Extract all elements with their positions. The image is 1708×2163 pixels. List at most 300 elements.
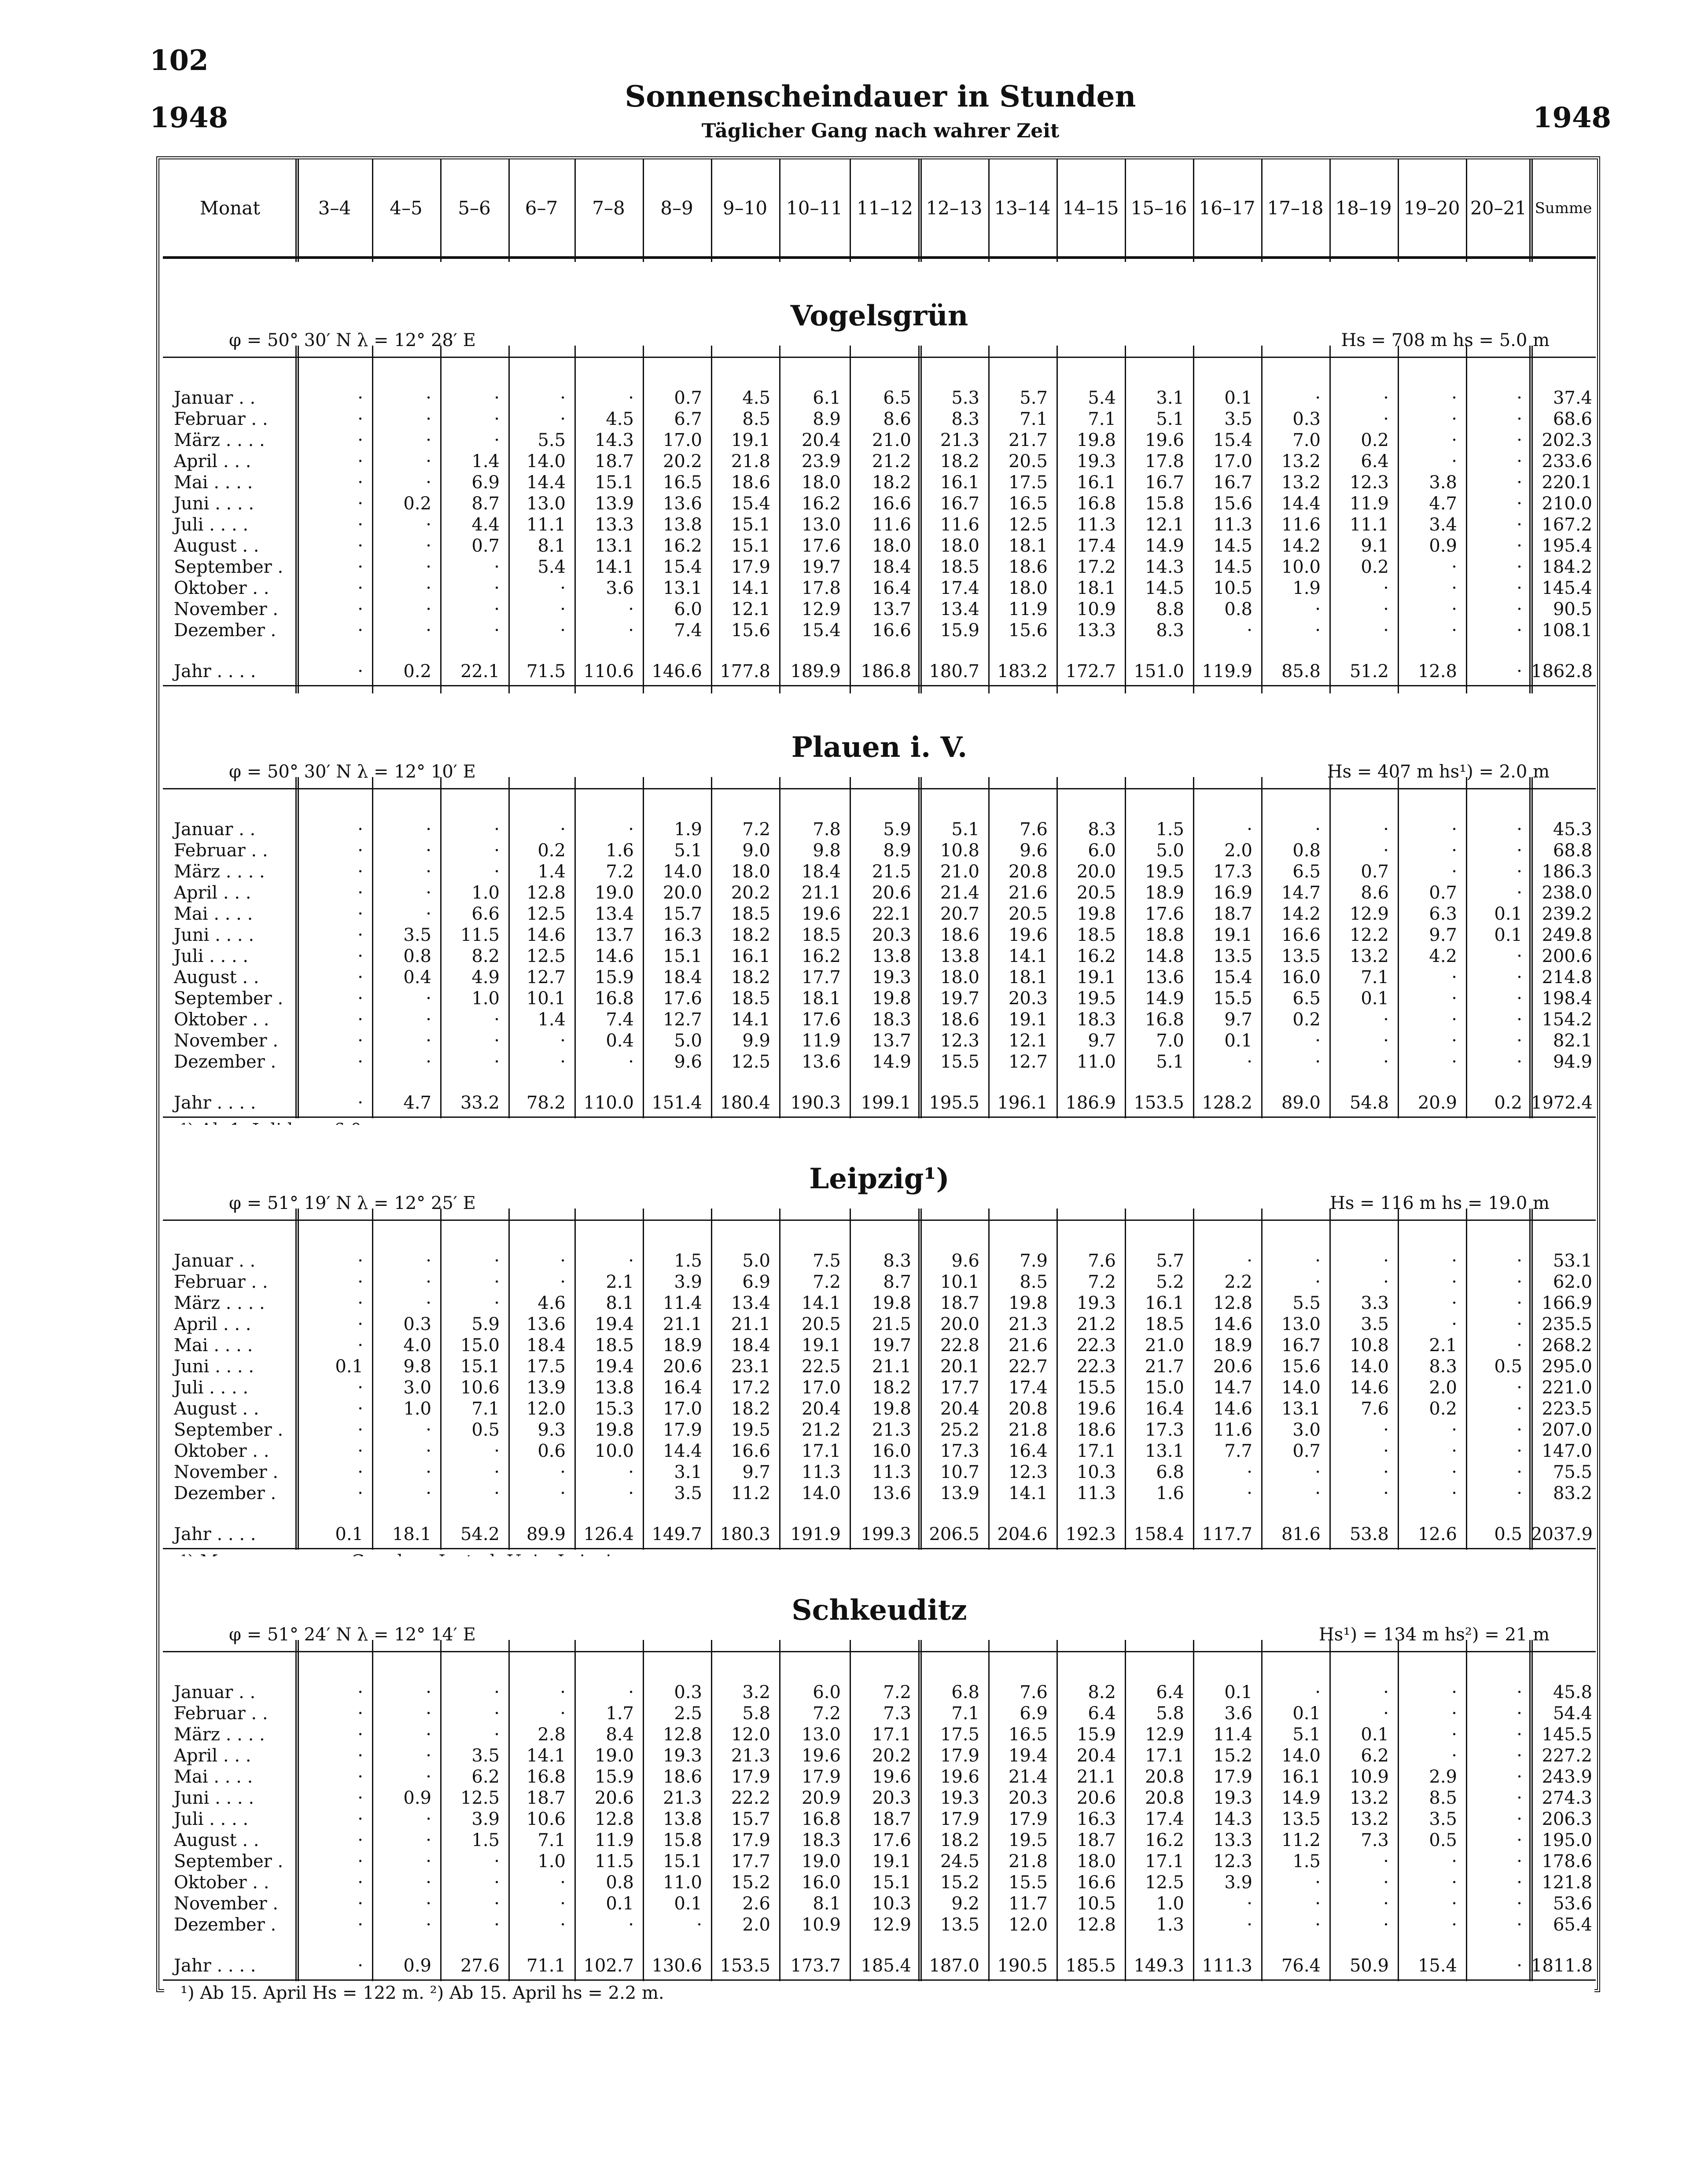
table-cell: 18.3 — [872, 1010, 911, 1030]
table-row — [163, 1766, 1596, 1787]
table-cell: · — [1451, 1894, 1457, 1914]
table-cell: 12.5 — [460, 1788, 500, 1808]
month-label: März . . . . — [174, 1293, 265, 1313]
annual-total-label: Jahr . . . . — [174, 1093, 256, 1113]
table-cell: 9.8 — [813, 840, 841, 861]
table-cell: 68.8 — [1553, 840, 1592, 861]
table-cell: · — [494, 430, 500, 450]
table-cell: 54.4 — [1553, 1703, 1592, 1724]
table-cell: 5.1 — [674, 840, 702, 861]
table-cell: 12.0 — [1008, 1915, 1048, 1935]
table-cell: 19.1 — [1076, 967, 1116, 988]
table-cell: 19.1 — [731, 430, 770, 450]
table-cell: 173.7 — [790, 1956, 841, 1976]
table-cell: 19.7 — [940, 988, 979, 1009]
table-cell: 249.8 — [1542, 925, 1592, 945]
table-cell: 6.1 — [813, 388, 841, 408]
table-cell: 17.9 — [940, 1746, 979, 1766]
table-cell: 16.8 — [801, 1809, 841, 1829]
table-cell: · — [426, 1420, 431, 1440]
month-label: Dezember . — [174, 1052, 276, 1072]
table-cell: 19.4 — [594, 1314, 634, 1334]
table-cell: 11.6 — [872, 515, 911, 535]
table-cell: 19.5 — [1008, 1830, 1048, 1850]
table-cell: · — [494, 1462, 500, 1482]
month-label: Oktober . . — [174, 1441, 269, 1461]
table-row — [163, 1914, 1596, 1935]
table-cell: 17.9 — [801, 1767, 841, 1787]
table-cell: 7.1 — [951, 1703, 979, 1724]
table-cell: 20.6 — [1076, 1788, 1116, 1808]
year-left: 1948 — [150, 101, 228, 134]
table-cell: 14.0 — [663, 862, 702, 882]
table-cell: 17.8 — [1145, 451, 1184, 472]
table-cell: 15.0 — [460, 1335, 500, 1356]
table-cell: 14.0 — [1349, 1356, 1389, 1377]
table-cell: · — [426, 1894, 431, 1914]
table-cell: 50.9 — [1349, 1956, 1389, 1976]
header-rule — [163, 256, 1596, 259]
table-cell: 16.7 — [1213, 472, 1252, 493]
table-cell: 15.1 — [872, 1872, 911, 1893]
table-cell: · — [494, 1251, 500, 1271]
month-label: Juli . . . . — [174, 515, 249, 535]
table-cell: · — [357, 925, 363, 945]
table-cell: 9.0 — [742, 840, 770, 861]
table-cell: · — [1451, 1915, 1457, 1935]
table-cell: · — [1315, 1272, 1321, 1292]
table-cell: 16.2 — [663, 536, 702, 556]
table-cell: · — [426, 1462, 431, 1482]
table-cell: 6.0 — [1088, 840, 1116, 861]
table-cell: 1.5 — [1156, 819, 1184, 840]
table-cell: 13.2 — [1349, 1809, 1389, 1829]
table-cell: 21.6 — [1008, 883, 1048, 903]
table-cell: · — [1451, 1746, 1457, 1766]
table-row — [163, 1830, 1596, 1851]
table-cell: · — [1451, 451, 1457, 472]
month-label: Mai . . . . — [174, 904, 253, 924]
table-cell: 186.9 — [1065, 1093, 1116, 1113]
table-cell: 8.3 — [883, 1251, 911, 1271]
table-cell: 18.2 — [940, 451, 979, 472]
table-cell: · — [426, 1251, 431, 1271]
table-cell: 13.6 — [663, 494, 702, 514]
table-cell: 10.8 — [1349, 1335, 1389, 1356]
table-cell: 15.4 — [731, 494, 770, 514]
table-cell: 214.8 — [1542, 967, 1592, 988]
table-cell: · — [357, 1851, 363, 1872]
table-cell: · — [357, 1725, 363, 1745]
table-cell: 14.8 — [1145, 946, 1184, 966]
table-cell: 1.5 — [674, 1251, 702, 1271]
table-cell: 146.6 — [652, 661, 702, 682]
table-cell: 62.0 — [1553, 1272, 1592, 1292]
station-rule — [163, 788, 1596, 789]
table-row — [163, 1314, 1596, 1335]
table-cell: · — [426, 557, 431, 577]
table-cell: · — [1383, 1031, 1389, 1051]
table-cell: 130.6 — [652, 1956, 702, 1976]
table-cell: 10.5 — [1076, 1894, 1116, 1914]
table-cell: · — [1451, 1314, 1457, 1334]
table-cell: 0.2 — [1361, 430, 1389, 450]
table-cell: · — [560, 1703, 566, 1724]
table-cell: 8.1 — [813, 1894, 841, 1914]
table-cell: 10.9 — [1349, 1767, 1389, 1787]
table-cell: · — [1517, 1767, 1522, 1787]
station-rule — [163, 1220, 1596, 1221]
table-cell: · — [1517, 661, 1522, 682]
table-cell: · — [357, 904, 363, 924]
table-cell: 7.0 — [1156, 1031, 1184, 1051]
table-cell: 3.1 — [1156, 388, 1184, 408]
table-cell: · — [560, 578, 566, 598]
table-cell: 12.5 — [526, 904, 566, 924]
table-cell: 5.1 — [1292, 1725, 1321, 1745]
table-row — [163, 1483, 1596, 1504]
table-cell: 9.7 — [1088, 1031, 1116, 1051]
table-cell: 10.6 — [526, 1809, 566, 1829]
column-header-10: 12–13 — [926, 197, 983, 219]
month-label: April . . . — [174, 451, 251, 472]
table-cell: 2.0 — [742, 1915, 770, 1935]
station-bottom-rule — [163, 1548, 1596, 1549]
table-cell: 13.9 — [526, 1378, 566, 1398]
table-cell: · — [1517, 1378, 1522, 1398]
table-cell: 183.2 — [997, 661, 1048, 682]
table-cell: 19.1 — [1213, 925, 1252, 945]
table-cell: 11.3 — [1076, 515, 1116, 535]
table-cell: 22.5 — [801, 1356, 841, 1377]
table-cell: 6.9 — [742, 1272, 770, 1292]
table-cell: 21.4 — [1008, 1767, 1048, 1787]
table-cell: 13.9 — [940, 1483, 979, 1503]
table-cell: 11.4 — [663, 1293, 702, 1313]
table-cell: · — [1517, 1293, 1522, 1313]
table-cell: 16.4 — [872, 578, 911, 598]
table-cell: 3.4 — [1429, 515, 1457, 535]
month-label: Februar . . — [174, 409, 268, 429]
table-cell: · — [1451, 1872, 1457, 1893]
table-cell: 21.0 — [940, 862, 979, 882]
table-cell: 37.4 — [1553, 388, 1592, 408]
table-cell: · — [1517, 1314, 1522, 1334]
table-cell: 18.4 — [731, 1335, 770, 1356]
table-cell: · — [1517, 1956, 1522, 1976]
column-header-4: 6–7 — [525, 197, 558, 219]
table-cell: 12.1 — [1145, 515, 1184, 535]
table-cell: · — [1451, 840, 1457, 861]
table-cell: 16.8 — [594, 988, 634, 1009]
table-cell: 13.5 — [1281, 1809, 1321, 1829]
table-cell: 18.7 — [1076, 1830, 1116, 1850]
table-cell: 17.7 — [731, 1851, 770, 1872]
table-cell: 8.5 — [1429, 1788, 1457, 1808]
table-cell: · — [357, 1251, 363, 1271]
table-cell: · — [426, 988, 431, 1009]
table-cell: 13.7 — [872, 1031, 911, 1051]
table-cell: 295.0 — [1542, 1356, 1592, 1377]
table-cell: · — [1517, 1010, 1522, 1030]
table-cell: 5.0 — [1156, 840, 1184, 861]
table-cell: · — [357, 1335, 363, 1356]
table-cell: 20.6 — [872, 883, 911, 903]
table-cell: 19.8 — [1076, 904, 1116, 924]
table-cell: · — [1451, 1483, 1457, 1503]
table-cell: 8.4 — [606, 1725, 634, 1745]
table-cell: 11.2 — [1281, 1830, 1321, 1850]
table-row — [163, 925, 1596, 946]
table-row — [163, 819, 1596, 840]
month-label: Januar . . — [174, 388, 256, 408]
table-cell: · — [560, 1272, 566, 1292]
table-row — [163, 1009, 1596, 1030]
table-cell: 3.9 — [674, 1272, 702, 1292]
table-cell: 13.7 — [594, 925, 634, 945]
table-cell: 5.5 — [1292, 1293, 1321, 1313]
table-row — [163, 1271, 1596, 1293]
table-cell: 21.1 — [663, 1314, 702, 1334]
table-cell: 45.8 — [1553, 1682, 1592, 1702]
table-cell: 20.5 — [1076, 883, 1116, 903]
month-label: April . . . — [174, 1314, 251, 1334]
table-cell: 2.0 — [1429, 1378, 1457, 1398]
table-cell: · — [1517, 1746, 1522, 1766]
table-cell: 0.8 — [1292, 840, 1321, 861]
table-cell: 3.1 — [674, 1462, 702, 1482]
table-cell: 12.5 — [526, 946, 566, 966]
table-cell: 21.5 — [872, 862, 911, 882]
table-cell: 6.2 — [471, 1767, 500, 1787]
table-cell: 18.2 — [731, 967, 770, 988]
page-title: Sonnenscheindauer in Stunden — [625, 79, 1136, 114]
table-cell: 19.7 — [801, 557, 841, 577]
table-cell: 13.8 — [872, 946, 911, 966]
table-cell: · — [1451, 430, 1457, 450]
table-cell: · — [1315, 1251, 1321, 1271]
table-cell: · — [357, 1703, 363, 1724]
station-rule — [163, 1651, 1596, 1652]
table-cell: 189.9 — [790, 661, 841, 682]
table-cell: 6.8 — [1156, 1462, 1184, 1482]
table-cell: 22.2 — [731, 1788, 770, 1808]
table-cell: 8.2 — [471, 946, 500, 966]
table-cell: · — [426, 819, 431, 840]
table-cell: 12.8 — [1213, 1293, 1252, 1313]
month-label: November . — [174, 1031, 279, 1051]
table-cell: · — [1383, 1441, 1389, 1461]
table-cell: 19.8 — [872, 1293, 911, 1313]
table-cell: · — [560, 620, 566, 641]
column-header-6: 8–9 — [660, 197, 693, 219]
table-cell: · — [357, 1420, 363, 1440]
table-cell: · — [426, 1272, 431, 1292]
table-cell: 18.9 — [663, 1335, 702, 1356]
table-cell: · — [1451, 1703, 1457, 1724]
table-cell: · — [1517, 1872, 1522, 1893]
table-cell: 18.0 — [872, 536, 911, 556]
table-cell: · — [357, 557, 363, 577]
table-cell: 17.9 — [731, 1767, 770, 1787]
table-cell: 19.8 — [1008, 1293, 1048, 1313]
table-cell: 0.1 — [335, 1524, 363, 1544]
table-cell: 7.3 — [1361, 1830, 1389, 1850]
table-cell: 15.1 — [731, 515, 770, 535]
table-cell: 7.2 — [1088, 1272, 1116, 1292]
table-cell: · — [1517, 1052, 1522, 1072]
table-cell: 0.9 — [403, 1956, 431, 1976]
table-cell: 16.4 — [663, 1378, 702, 1398]
table-cell: 22.3 — [1076, 1356, 1116, 1377]
month-label: Oktober . . — [174, 1872, 269, 1893]
table-cell: 6.3 — [1429, 904, 1457, 924]
table-cell: 16.8 — [526, 1767, 566, 1787]
table-cell: 14.4 — [663, 1441, 702, 1461]
month-label: Mai . . . . — [174, 1767, 253, 1787]
table-cell: 1862.8 — [1531, 661, 1593, 682]
table-cell: · — [1517, 1788, 1522, 1808]
table-cell: 20.8 — [1145, 1788, 1184, 1808]
table-cell: 20.6 — [594, 1788, 634, 1808]
table-cell: 1.4 — [471, 451, 500, 472]
column-header-16: 18–19 — [1335, 197, 1392, 219]
table-cell: 243.9 — [1542, 1767, 1592, 1787]
table-cell: 16.1 — [1281, 1767, 1321, 1787]
table-cell: 14.0 — [801, 1483, 841, 1503]
table-cell: 4.0 — [403, 1335, 431, 1356]
table-cell: 15.8 — [1145, 494, 1184, 514]
month-label: November . — [174, 1462, 279, 1482]
table-cell: 19.6 — [1076, 1399, 1116, 1419]
table-cell: · — [560, 1682, 566, 1702]
table-cell: 12.5 — [1008, 515, 1048, 535]
table-cell: 10.3 — [1076, 1462, 1116, 1482]
table-cell: · — [494, 862, 500, 882]
table-cell: 11.1 — [526, 515, 566, 535]
table-cell: 18.2 — [940, 1830, 979, 1850]
month-label: September . — [174, 1851, 283, 1872]
station-footnote: ¹) Ab 15. April Hs = 122 m. ²) Ab 15. April hs = 2.2 m. — [180, 1983, 664, 2003]
table-cell: 2.8 — [537, 1725, 566, 1745]
table-cell: 18.1 — [801, 988, 841, 1009]
table-cell: 18.0 — [801, 472, 841, 493]
station-coordinates: φ = 51° 24′ N λ = 12° 14′ E — [229, 1625, 476, 1645]
table-cell: 20.2 — [731, 883, 770, 903]
table-cell: 207.0 — [1542, 1420, 1592, 1440]
table-cell: 11.5 — [594, 1851, 634, 1872]
table-cell: 17.2 — [731, 1378, 770, 1398]
table-cell: · — [357, 1746, 363, 1766]
table-cell: · — [357, 620, 363, 641]
table-cell: 3.5 — [674, 1483, 702, 1503]
table-cell: · — [1451, 819, 1457, 840]
table-cell: 9.6 — [1020, 840, 1048, 861]
table-cell: 89.9 — [526, 1524, 566, 1544]
table-cell: 0.5 — [1429, 1830, 1457, 1850]
table-cell: 5.2 — [1156, 1272, 1184, 1292]
table-cell: 0.1 — [1361, 988, 1389, 1009]
table-cell: 19.6 — [801, 1746, 841, 1766]
table-cell: · — [628, 1682, 634, 1702]
table-cell: 7.7 — [1224, 1441, 1252, 1461]
table-cell: · — [1517, 1809, 1522, 1829]
table-cell: 17.9 — [731, 557, 770, 577]
column-header-12: 14–15 — [1062, 197, 1119, 219]
table-cell: 14.3 — [594, 430, 634, 450]
table-cell: 0.7 — [1292, 1441, 1321, 1461]
table-cell: 18.2 — [731, 1399, 770, 1419]
table-cell: 21.2 — [801, 1420, 841, 1440]
table-cell: · — [1451, 1682, 1457, 1702]
table-cell: 20.9 — [1417, 1093, 1457, 1113]
table-cell: 18.5 — [940, 557, 979, 577]
station-coordinates: φ = 50° 30′ N λ = 12° 10′ E — [229, 762, 476, 782]
table-cell: 13.4 — [940, 599, 979, 619]
table-cell: 5.1 — [1156, 409, 1184, 429]
table-cell: 17.0 — [663, 430, 702, 450]
table-cell: 12.8 — [1417, 661, 1457, 682]
table-row — [163, 1682, 1596, 1703]
table-cell: 16.4 — [1008, 1441, 1048, 1461]
table-cell: 2.1 — [606, 1272, 634, 1292]
table-cell: 153.5 — [1134, 1093, 1184, 1113]
table-cell: 19.5 — [731, 1420, 770, 1440]
table-cell: 9.6 — [951, 1251, 979, 1271]
table-cell: 119.9 — [1202, 661, 1252, 682]
table-cell: · — [1451, 1420, 1457, 1440]
month-label: August . . — [174, 1399, 259, 1419]
table-cell: 11.3 — [1076, 1483, 1116, 1503]
table-header — [163, 158, 1596, 258]
table-cell: · — [1517, 1682, 1522, 1702]
table-cell: 7.6 — [1020, 819, 1048, 840]
table-cell: · — [357, 1441, 363, 1461]
month-label: Dezember . — [174, 1915, 276, 1935]
table-cell: 75.5 — [1553, 1462, 1592, 1482]
table-cell: 13.8 — [663, 1809, 702, 1829]
table-cell: 7.6 — [1088, 1251, 1116, 1271]
table-cell: · — [1315, 1872, 1321, 1893]
table-cell: 12.3 — [940, 1031, 979, 1051]
table-cell: 5.8 — [742, 1703, 770, 1724]
table-cell: 18.1 — [392, 1524, 431, 1544]
table-cell: · — [560, 819, 566, 840]
table-cell: · — [1517, 1483, 1522, 1503]
table-cell: 17.9 — [731, 1830, 770, 1850]
table-cell: · — [1383, 1483, 1389, 1503]
table-cell: 18.7 — [940, 1293, 979, 1313]
table-cell: 19.3 — [872, 967, 911, 988]
table-cell: 8.5 — [742, 409, 770, 429]
column-header-14: 16–17 — [1199, 197, 1255, 219]
table-cell: · — [357, 494, 363, 514]
table-cell: 15.7 — [663, 904, 702, 924]
table-cell: · — [426, 1725, 431, 1745]
table-cell: 111.3 — [1202, 1956, 1252, 1976]
table-cell: · — [1517, 1851, 1522, 1872]
table-cell: 195.4 — [1542, 536, 1592, 556]
table-cell: 0.7 — [471, 536, 500, 556]
table-cell: 18.0 — [731, 862, 770, 882]
station-altitude: Hs = 116 m hs = 19.0 m — [1329, 1193, 1550, 1213]
table-cell: 18.7 — [526, 1788, 566, 1808]
table-cell: 0.4 — [606, 1031, 634, 1051]
table-row — [163, 1872, 1596, 1893]
table-cell: 16.0 — [872, 1441, 911, 1461]
table-cell: 0.8 — [606, 1872, 634, 1893]
column-header-2: 4–5 — [390, 197, 423, 219]
